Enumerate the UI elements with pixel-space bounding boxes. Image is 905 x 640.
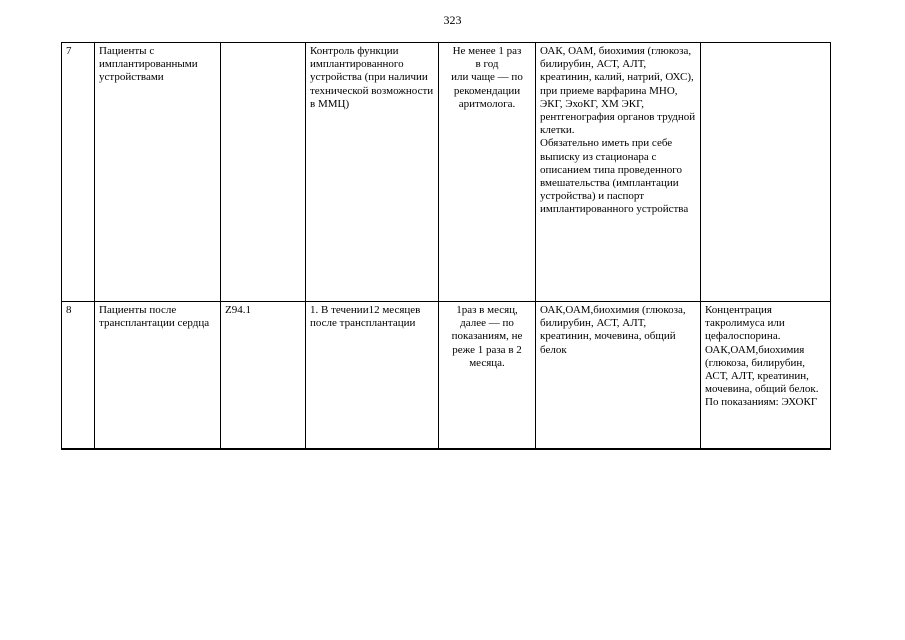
observation-period-cell: 1. В течении12 месяцев после трансплантации [306,302,439,450]
row-number-cell: 8 [62,302,95,450]
frequency-cell: Не менее 1 раз в год или чаще — по рекомендации аритмолога. [439,43,536,302]
table-row [62,43,831,302]
additional-examinations-cell [701,43,831,302]
table-row [62,302,831,450]
page-number: 323 [443,13,462,27]
document-table [61,42,831,450]
examinations-cell: ОАК, ОАМ, биохимия (глюкоза, билирубин, АСТ, АЛТ, креатинин, калий, натрий, ОХС), при приеме варфарина МНО, ЭКГ, ЭхоКГ, ХМ ЭКГ, рентгенография органов трудной клетки. Обязательно иметь при себе выписку из стационара с описанием типа проведенного вмешательства (имплантации устройства) и паспорт имплантированного устройства [536,43,701,302]
frequency-cell: 1раз в месяц, далее — по показаниям, не реже 1 раза в 2 месяца. [439,302,536,450]
patient-group-cell: Пациенты после трансплантации сердца [95,302,221,450]
examinations-cell: ОАК,ОАМ,биохимия (глюкоза, билирубин, АСТ, АЛТ, креатинин, мочевина, общий белок [536,302,701,450]
additional-examinations-cell: Концентрация такролимуса или цефалоспорина. ОАК,ОАМ,биохимия (глюкоза, билирубин, АСТ, АЛТ, креатинин, мочевина, общий белок. По показаниям: ЭХОКГ [701,302,831,450]
row-number-cell: 7 [62,43,95,302]
diagnosis-code-cell [221,43,306,302]
diagnosis-code-cell: Z94.1 [221,302,306,450]
observation-period-cell: Контроль функции имплантированного устройства (при наличии технической возможности в ММЦ) [306,43,439,302]
patient-group-cell: Пациенты с имплантированными устройствами [95,43,221,302]
